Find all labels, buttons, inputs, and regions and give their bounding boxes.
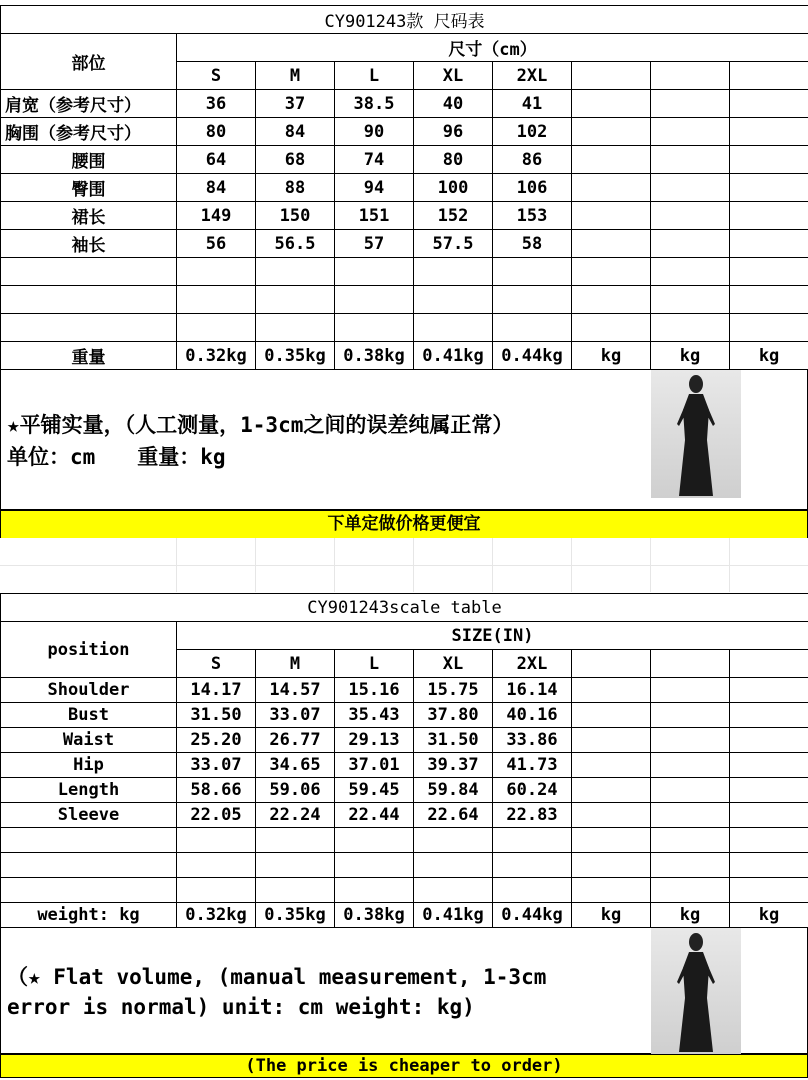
size-label: L (335, 62, 414, 90)
cell-value: 96 (414, 118, 493, 146)
cell-value: 41.73 (493, 753, 572, 778)
cell-value: 40.16 (493, 703, 572, 728)
table-row (1, 778, 808, 803)
size-table-en (0, 593, 808, 928)
table-row (1, 174, 808, 202)
dress-photo-icon (651, 928, 741, 1054)
note-line-1: ★平铺实量，（人工测量，1-3cm之间的误差纯属正常） (7, 413, 514, 437)
cell-value: 106 (493, 174, 572, 202)
cell-value: 37 (256, 90, 335, 118)
cell-value: 60.24 (493, 778, 572, 803)
weight-value: 0.44kg (493, 342, 572, 370)
cell-value: 68 (256, 146, 335, 174)
cell-value: 37.01 (335, 753, 414, 778)
size-header: SIZE(IN) (177, 622, 808, 650)
weight-value: 0.35kg (256, 903, 335, 928)
row-label: 裙长 (1, 202, 177, 230)
cell-value: 84 (177, 174, 256, 202)
size-label: XL (414, 650, 493, 678)
cell-value: 39.37 (414, 753, 493, 778)
banner-text: 下单定做价格更便宜 (327, 514, 481, 534)
empty-row (1, 828, 808, 853)
part-header: 部位 (1, 34, 177, 90)
dress-photo-icon (651, 370, 741, 498)
table-row (1, 118, 808, 146)
cell-value: 37.80 (414, 703, 493, 728)
weight-value: kg (651, 903, 730, 928)
cell-value: 31.50 (177, 703, 256, 728)
cell-value: 86 (493, 146, 572, 174)
cell-value: 22.24 (256, 803, 335, 828)
cell-value: 74 (335, 146, 414, 174)
table-row (1, 753, 808, 778)
measurement-note (0, 928, 808, 1054)
cell-value: 22.44 (335, 803, 414, 828)
row-label: Bust (1, 703, 177, 728)
cell-value: 88 (256, 174, 335, 202)
cell-value: 57.5 (414, 230, 493, 258)
cell-value: 100 (414, 174, 493, 202)
weight-value: 0.41kg (414, 342, 493, 370)
weight-value: 0.38kg (335, 342, 414, 370)
sheet-gap (0, 538, 808, 592)
cell-value: 36 (177, 90, 256, 118)
size-label: L (335, 650, 414, 678)
note-line-2: error is normal) unit: cm weight: kg) (7, 995, 475, 1019)
row-label: 腰围 (1, 146, 177, 174)
weight-label: weight: kg (1, 903, 177, 928)
cell-value: 29.13 (335, 728, 414, 753)
cell-value: 153 (493, 202, 572, 230)
size-chart-cn (0, 5, 808, 539)
table-row (1, 230, 808, 258)
weight-value: kg (572, 342, 651, 370)
cell-value: 56 (177, 230, 256, 258)
size-label: M (256, 62, 335, 90)
weight-value: 0.44kg (493, 903, 572, 928)
weight-value: kg (730, 342, 808, 370)
cell-value: 59.84 (414, 778, 493, 803)
cell-value: 15.16 (335, 678, 414, 703)
row-label: Hip (1, 753, 177, 778)
cell-value: 84 (256, 118, 335, 146)
cell-value: 152 (414, 202, 493, 230)
size-label: 2XL (493, 62, 572, 90)
cell-value: 40 (414, 90, 493, 118)
note-line-1: （★ Flat volume, (manual measurement, 1-3cm (7, 965, 547, 989)
cell-value: 33.86 (493, 728, 572, 753)
table-title: CY901243款 尺码表 (1, 6, 808, 34)
cell-value: 102 (493, 118, 572, 146)
cell-value: 57 (335, 230, 414, 258)
cell-value: 31.50 (414, 728, 493, 753)
cell-value: 14.17 (177, 678, 256, 703)
cell-value: 149 (177, 202, 256, 230)
cell-value: 58 (493, 230, 572, 258)
row-label: 袖长 (1, 230, 177, 258)
table-row (1, 803, 808, 828)
cell-value: 22.83 (493, 803, 572, 828)
cell-value: 80 (177, 118, 256, 146)
cell-value: 94 (335, 174, 414, 202)
empty-row (1, 314, 808, 342)
weight-value: 0.38kg (335, 903, 414, 928)
cell-value: 15.75 (414, 678, 493, 703)
size-header: 尺寸（cm） (177, 34, 808, 62)
cell-value: 16.14 (493, 678, 572, 703)
dress-figure-icon (651, 928, 741, 1054)
cell-value: 151 (335, 202, 414, 230)
weight-value: kg (651, 342, 730, 370)
cell-value: 56.5 (256, 230, 335, 258)
cell-value: 59.06 (256, 778, 335, 803)
banner-text: (The price is cheaper to order) (245, 1056, 563, 1076)
row-label: 胸围（参考尺寸） (1, 118, 177, 146)
weight-row (1, 342, 808, 370)
empty-row (1, 853, 808, 878)
weight-value: 0.32kg (177, 903, 256, 928)
row-label: 肩宽（参考尺寸） (1, 90, 177, 118)
weight-label: 重量 (1, 342, 177, 370)
weight-value: kg (730, 903, 808, 928)
cell-value: 64 (177, 146, 256, 174)
empty-row (1, 286, 808, 314)
size-label: M (256, 650, 335, 678)
cell-value: 34.65 (256, 753, 335, 778)
cell-value: 33.07 (177, 753, 256, 778)
table-row (1, 678, 808, 703)
weight-value: 0.32kg (177, 342, 256, 370)
part-header: position (1, 622, 177, 678)
note-line-2: 单位：cm 重量：kg (7, 445, 226, 469)
dress-figure-icon (651, 370, 741, 498)
size-label: S (177, 650, 256, 678)
weight-value: 0.41kg (414, 903, 493, 928)
row-label: Sleeve (1, 803, 177, 828)
row-label: Waist (1, 728, 177, 753)
table-title: CY901243scale table (1, 594, 808, 622)
weight-value: kg (572, 903, 651, 928)
cell-value: 38.5 (335, 90, 414, 118)
cell-value: 35.43 (335, 703, 414, 728)
table-row (1, 703, 808, 728)
size-label: XL (414, 62, 493, 90)
cell-value: 58.66 (177, 778, 256, 803)
weight-value: 0.35kg (256, 342, 335, 370)
cell-value: 59.45 (335, 778, 414, 803)
cell-value: 22.05 (177, 803, 256, 828)
table-row (1, 90, 808, 118)
cell-value: 80 (414, 146, 493, 174)
table-row (1, 202, 808, 230)
cell-value: 90 (335, 118, 414, 146)
cell-value: 25.20 (177, 728, 256, 753)
empty-row (1, 878, 808, 903)
table-row (1, 728, 808, 753)
cell-value: 150 (256, 202, 335, 230)
cell-value: 41 (493, 90, 572, 118)
row-label: Shoulder (1, 678, 177, 703)
size-label: S (177, 62, 256, 90)
measurement-note (0, 370, 808, 510)
cell-value: 33.07 (256, 703, 335, 728)
table-row (1, 146, 808, 174)
size-label: 2XL (493, 650, 572, 678)
cell-value: 22.64 (414, 803, 493, 828)
cell-value: 14.57 (256, 678, 335, 703)
cell-value: 26.77 (256, 728, 335, 753)
row-label: 臀围 (1, 174, 177, 202)
weight-row (1, 903, 808, 928)
size-table-cn (0, 5, 808, 370)
promo-banner (0, 1054, 808, 1078)
row-label: Length (1, 778, 177, 803)
promo-banner (0, 510, 808, 539)
empty-row (1, 258, 808, 286)
size-chart-en (0, 593, 808, 1078)
